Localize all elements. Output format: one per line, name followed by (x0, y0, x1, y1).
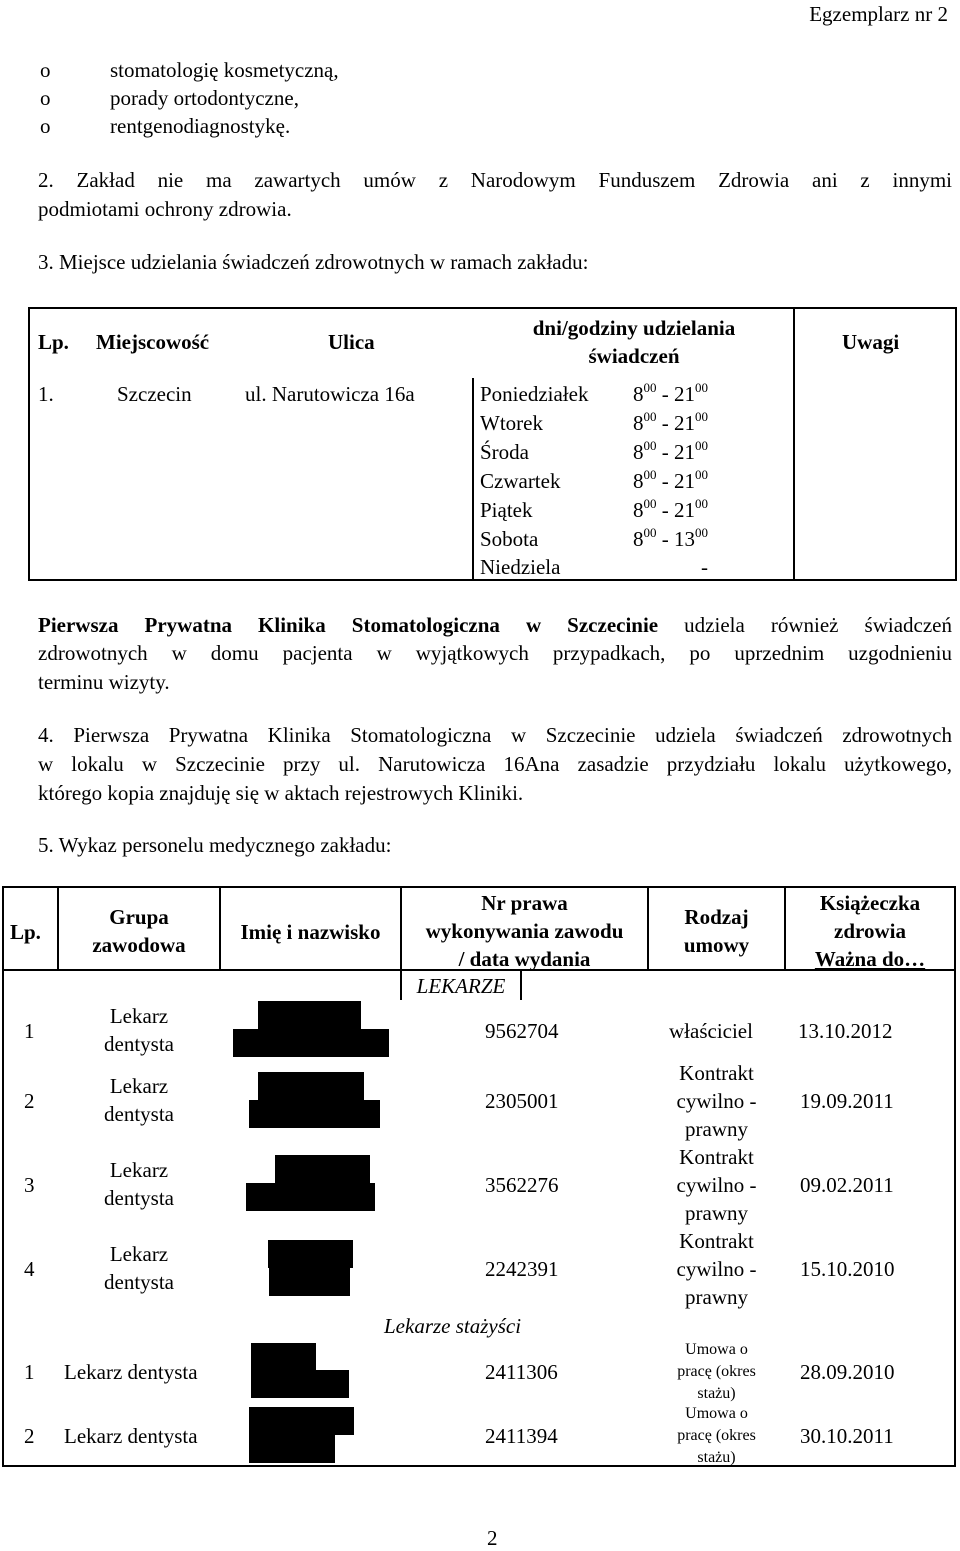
header-city: Miejscowość (96, 330, 210, 354)
redacted-name (251, 1370, 349, 1398)
staff-header-group-line2: zawodowa (92, 933, 186, 957)
row-contract: Kontrakt (679, 1229, 754, 1253)
redacted-name (249, 1435, 335, 1463)
row-contract-line3: prawny (685, 1117, 748, 1141)
schedule-closed: - (701, 555, 708, 579)
bullet-text: rentgenodiagnostykę. (110, 114, 291, 138)
row-group: Lekarz (109, 1004, 169, 1028)
row-health-date: 15.10.2010 (800, 1257, 895, 1281)
staff-header-lp: Lp. (10, 920, 41, 944)
row-group: Lekarz dentysta (64, 1360, 198, 1384)
section-4-line-1: 4. Pierwsza Prywatna Klinika Stomatologiczna w Szczecinie udziela świadczeń zdrowotnych (38, 723, 952, 747)
schedule-day: Czwartek (480, 469, 561, 493)
schedule-day: Poniedziałek (480, 382, 589, 406)
bullet-marker: o (40, 114, 51, 138)
section-label-doctors: LEKARZE (416, 974, 506, 998)
row-license: 2242391 (485, 1257, 559, 1281)
section-4-line-3: którego kopia znajduję się w aktach rejestrowych Kliniki. (38, 781, 524, 805)
row-lp: 1 (24, 1360, 35, 1384)
bullet-text: porady ortodontyczne, (110, 86, 299, 110)
row-license: 2411306 (485, 1360, 558, 1384)
row-contract-line2: cywilno - (676, 1089, 757, 1113)
row-license: 9562704 (485, 1019, 559, 1043)
home-visit-line-2: zdrowotnych w domu pacjenta w wyjątkowych przypadkach, po uprzednim uzgodnieniu (38, 641, 952, 665)
schedule-hours: $8^{00} - 21^{00}$ (633, 409, 708, 435)
staff-header-license-line3: / data wydania (458, 947, 591, 971)
copy-label: Egzemplarz nr 2 (809, 2, 948, 26)
row-lp: 3 (24, 1173, 35, 1197)
row-group: Lekarz dentysta (64, 1424, 198, 1448)
row-lp: 1. (38, 382, 54, 406)
row-street: ul. Narutowicza 16a (245, 382, 415, 406)
staff-header-name: Imię i nazwisko (240, 920, 381, 944)
schedule-day: Wtorek (480, 411, 543, 435)
row-lp: 4 (24, 1257, 35, 1281)
header-notes: Uwagi (842, 330, 900, 354)
home-visit-line-3: terminu wizyty. (38, 670, 170, 694)
row-contract-line3: stażu) (697, 1449, 736, 1466)
row-contract-line2: pracę (okres (677, 1363, 756, 1380)
staff-header-health-line2: zdrowia (834, 919, 906, 943)
schedule-day: Środa (480, 440, 529, 464)
redacted-name (258, 1072, 364, 1100)
row-group: Lekarz (109, 1074, 169, 1098)
row-license: 3562276 (485, 1173, 559, 1197)
row-lp: 1 (24, 1019, 35, 1043)
redacted-name (268, 1240, 353, 1268)
row-lp: 2 (24, 1089, 35, 1113)
schedule-hours: $8^{00} - 21^{00}$ (633, 438, 708, 464)
row-contract-line2: cywilno - (676, 1257, 757, 1281)
bullet-text: stomatologię kosmetyczną, (110, 58, 339, 82)
schedule-hours: $8^{00} - 21^{00}$ (633, 467, 708, 493)
row-license: 2411394 (485, 1424, 558, 1448)
header-lp: Lp. (38, 330, 69, 354)
section-3-title: 3. Miejsce udzielania świadczeń zdrowotnych w ramach zakładu: (38, 250, 589, 274)
home-visit-line-1: Pierwsza Prywatna Klinika Stomatologiczna w Szczecinie udziela również świadczeń (38, 613, 952, 637)
redacted-name (246, 1183, 375, 1211)
section-2-line-2: podmiotami ochrony zdrowia. (38, 197, 292, 221)
row-city: Szczecin (117, 382, 192, 406)
row-contract-line2: pracę (okres (677, 1427, 756, 1444)
schedule-day: Piątek (480, 498, 533, 522)
row-health-date: 09.02.2011 (800, 1173, 894, 1197)
row-contract: Kontrakt (679, 1145, 754, 1169)
redacted-name (258, 1001, 361, 1029)
row-group: Lekarz (109, 1242, 169, 1266)
row-contract-line3: stażu) (697, 1385, 736, 1402)
row-contract-line2: cywilno - (676, 1173, 757, 1197)
header-hours: dni/godziny udzielania (532, 316, 736, 340)
row-group-line2: dentysta (104, 1186, 174, 1210)
clinic-name: Pierwsza Prywatna Klinika Stomatologiczna w Szczecinie (38, 613, 659, 637)
row-group-line2: dentysta (104, 1270, 174, 1294)
staff-header-health: Książeczka (819, 891, 921, 915)
redacted-name (269, 1268, 350, 1296)
redacted-name (249, 1100, 380, 1128)
redacted-name (275, 1155, 370, 1183)
section-5-title: 5. Wykaz personelu medycznego zakładu: (38, 833, 392, 857)
row-group-line2: dentysta (104, 1032, 174, 1056)
redacted-name (233, 1029, 389, 1057)
staff-header-contract: Rodzaj (684, 905, 749, 929)
staff-header-contract-line2: umowy (683, 933, 750, 957)
redacted-name (251, 1343, 316, 1371)
row-health-date: 13.10.2012 (798, 1019, 893, 1043)
section-2-line-1: 2. Zakład nie ma zawartych umów z Narodowym Funduszem Zdrowia ani z innymi (38, 168, 952, 192)
row-contract: Kontrakt (679, 1061, 754, 1085)
schedule-hours: $8^{00} - 21^{00}$ (633, 380, 708, 406)
row-health-date: 28.09.2010 (800, 1360, 895, 1384)
section-4-line-2: w lokalu w Szczecinie przy ul. Narutowicza 16Ana zasadzie przydziału lokalu użytkowego, (38, 752, 952, 776)
bullet-marker: o (40, 58, 51, 82)
row-health-date: 19.09.2011 (800, 1089, 894, 1113)
row-group-line2: dentysta (104, 1102, 174, 1126)
header-hours-line2: świadczeń (588, 344, 680, 368)
staff-header-license: Nr prawa (481, 891, 568, 915)
staff-header-health-line3: Ważna do… (814, 947, 926, 971)
page-number: 2 (487, 1526, 498, 1550)
row-health-date: 30.10.2011 (800, 1424, 894, 1448)
bullet-marker: o (40, 86, 51, 110)
row-contract: Umowa o (685, 1405, 748, 1422)
row-contract-line3: prawny (685, 1201, 748, 1225)
schedule-day: Niedziela (480, 555, 561, 579)
redacted-name (249, 1407, 354, 1435)
row-lp: 2 (24, 1424, 35, 1448)
schedule-day: Sobota (480, 527, 539, 551)
schedule-hours: $8^{00} - 21^{00}$ (633, 496, 708, 522)
section-label-interns: Lekarze stażyści (384, 1314, 522, 1338)
row-contract: Umowa o (685, 1341, 748, 1358)
header-street: Ulica (328, 330, 375, 354)
staff-header-license-line2: wykonywania zawodu (425, 919, 624, 943)
row-license: 2305001 (485, 1089, 559, 1113)
schedule-hours: $8^{00} - 13^{00}$ (633, 525, 708, 551)
staff-header-group: Grupa (109, 905, 169, 929)
row-contract: właściciel (669, 1019, 753, 1043)
row-group: Lekarz (109, 1158, 169, 1182)
row-contract-line3: prawny (685, 1285, 748, 1309)
